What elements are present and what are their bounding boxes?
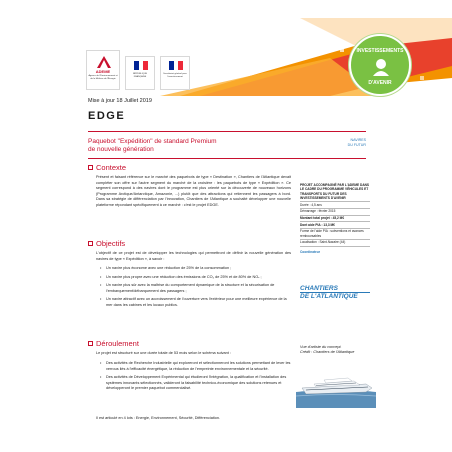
section-contexte	[88, 163, 126, 172]
title-divider	[88, 131, 366, 132]
subtitle-divider	[88, 158, 366, 159]
bullet-icon: •	[100, 266, 102, 270]
section-title: Déroulement	[96, 339, 139, 348]
bullet-icon: •	[100, 297, 102, 302]
subtitle-line-2: de nouvelle génération	[88, 146, 154, 153]
chantiers-atlantique-logo	[300, 285, 370, 307]
ademe-logo	[86, 50, 120, 90]
republique-logo	[125, 56, 155, 90]
partner-line-2: DE L'ATLANTIQUE	[300, 292, 370, 300]
demarrage: Démarrage : février 2015	[300, 209, 370, 216]
list-item: • Des activités de Recherche Industrielle qui exploreront et sélectionneront les solutions permettant de lever les verrous liés à l'efficacité énergétique, la réduction de l'empreinte environnementale et la sécurité.	[100, 361, 291, 371]
deroulement-intro: Le projet est structuré sur une durée totale de 53 mois selon le schéma suivant :	[96, 351, 231, 355]
page-title: EDGE	[88, 110, 126, 122]
dont-aide: Dont aide PIA : 13,3 M€	[300, 222, 370, 229]
bullet-icon: •	[100, 361, 102, 365]
bullet-icon: •	[100, 274, 102, 279]
forme-aide: Forme de l'aide PIA : subventions et avances remboursables	[300, 229, 370, 240]
tag-line-2: DU FUTUR	[347, 143, 366, 147]
deroulement-list	[100, 361, 291, 395]
tag-line-1: NAVIRES	[350, 138, 366, 142]
list-item: • Un navire plus économe avec une réduction de 25% de la consommation ;	[100, 266, 232, 270]
update-date: Mise à jour 18 Juillet 2019	[88, 98, 152, 104]
contexte-paragraph: Présent et faisant référence sur le marché des paquebots de type « Destination », Chantiers de l'Atlantique devait compléter son offre sur l'autre segment du marché de la croisière : les paquebots de type « Expédition ». Ce segment correspond à des navires dont le programme est plus orienté sur la découverte de nouveaux horizons (Programme Arctique/Antarctique, Amazonie, ...) plutôt que des attractions qui retiennent les passagers à bord. Dans sa stratégie de différenciation par l'innovation, Chantiers de l'Atlantique a souhaité développer une nouvelle plateforme répondant spécifiquement à ce marché : c'est le projet EDGE.	[96, 175, 291, 207]
ship-illustration	[296, 358, 376, 408]
sgpi-text: Secrétariat général pour l'investissement	[163, 73, 187, 78]
deroulement-outro: Il est articulé en 4 lots : Energie, Environnement, Sécurité, Différenciation.	[96, 416, 221, 420]
badge-bottom: D'AVENIR	[368, 80, 392, 86]
caption-line-2: Crédit : Chantiers de l'Atlantique	[300, 350, 355, 354]
project-info-sidebar	[300, 182, 370, 254]
badge-top: INVESTISSEMENTS	[356, 48, 404, 54]
list-item: • Un navire attractif avec un accroissement de l'ouverture vers l'extérieur pour une meilleure expérience de la mer dans les cabines et les locaux publics.	[100, 297, 287, 307]
objectifs-intro: L'objectif de ce projet est de développer les technologies qui permettront de définir la nouvelle génération des navires de type « Expédition », à savoir :	[96, 251, 291, 261]
coordinateur-label: Coordinateur	[300, 249, 321, 254]
sgpi-logo	[160, 56, 190, 90]
bullet-icon: •	[100, 375, 102, 380]
ademe-name: ADEME	[95, 69, 111, 74]
duree: Durée : 4,5 ans	[300, 202, 370, 209]
program-text: PROJET ACCOMPAGNÉ PAR L'ADEME DANS LE CADRE DU PROGRAMME VÉHICULES ET TRANSPORTS DU FUTUR DES INVESTISSEMENTS D'AVENIR	[300, 182, 370, 202]
french-flag-icon	[169, 61, 183, 70]
investissements-avenir-badge	[349, 34, 411, 96]
localisation: Localisation : Saint-Nazaire (44)	[300, 240, 370, 247]
square-bullet-icon	[88, 165, 93, 170]
profile-icon	[371, 56, 391, 76]
square-bullet-icon	[88, 341, 93, 346]
section-objectifs	[88, 239, 125, 248]
partner-line-1: CHANTIERS	[300, 285, 338, 292]
ademe-tagline: Agence de l'Environnement et de la Maîtrise de l'Énergie	[88, 75, 118, 80]
category-tag	[332, 138, 366, 148]
section-deroulement	[88, 339, 139, 348]
list-item: • Des activités de Développement Expérimental qui étudieront l'intégration, la qualification et l'installation des systèmes innovants sélectionnés, valideront la faisabilité technico-économique des solutions retenues et développeront le premier paquebot commercialisé.	[100, 375, 287, 391]
list-item: • Un navire plus propre avec une réduction des émissions de CO₂ de 25% et de 80% de NOₓ ;	[100, 274, 262, 279]
republique-text: RÉPUBLIQUE FRANÇAISE	[132, 73, 148, 78]
square-bullet-icon	[88, 241, 93, 246]
bullet-icon: •	[100, 283, 102, 288]
image-caption	[300, 345, 372, 355]
project-subtitle	[88, 138, 217, 154]
french-flag-icon	[134, 61, 148, 70]
section-title: Contexte	[96, 163, 127, 172]
list-item: • Un navire plus sûr avec la maîtrise du comportement dynamique de la structure et la sécurisation de l'embarquement/débarquement des passagers ;	[100, 283, 275, 293]
caption-line-1: Vue d'artiste du concept.	[300, 345, 342, 349]
subtitle-line-1: Paquebot "Expédition" de standard Premium	[88, 138, 217, 145]
montant-total: Montant total projet : 45,2 M€	[300, 216, 370, 223]
objectifs-list	[100, 266, 291, 312]
section-title: Objectifs	[96, 239, 126, 248]
